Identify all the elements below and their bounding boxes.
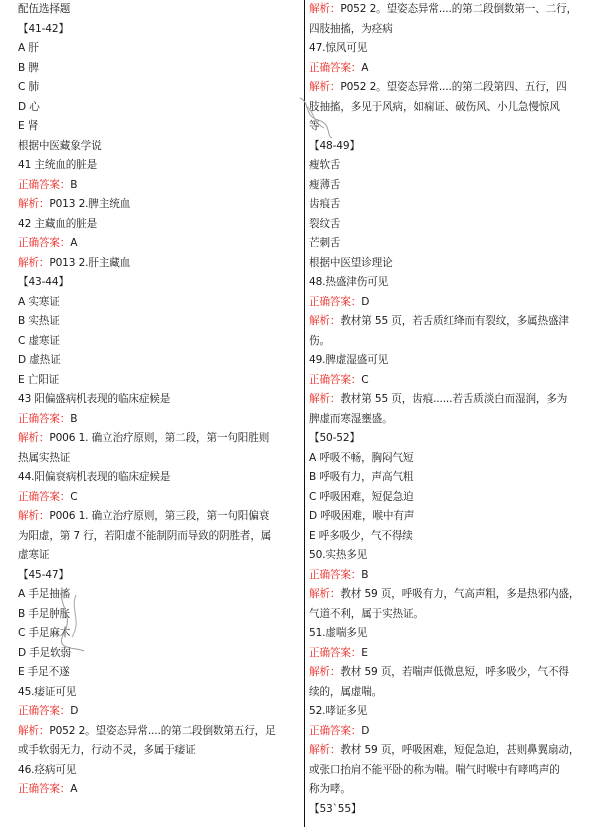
left-line bbox=[18, 215, 300, 235]
right-line bbox=[309, 254, 593, 274]
right-line bbox=[309, 156, 593, 176]
line-text: A bbox=[70, 783, 78, 795]
left-line bbox=[18, 78, 300, 98]
right-line bbox=[309, 429, 593, 449]
left-line bbox=[18, 507, 300, 527]
analysis-label: 解析： bbox=[18, 724, 50, 737]
line-text: 称为哮。 bbox=[309, 783, 351, 795]
line-text: 教材 59 页，呼吸困难，短促急迫，甚则鼻翼扇动， bbox=[340, 744, 580, 756]
line-text: 49.脾虚湿盛可见 bbox=[309, 354, 389, 366]
line-text: B 呼吸有力，声高气粗 bbox=[309, 471, 414, 483]
line-text: 46.痉病可见 bbox=[18, 763, 77, 776]
line-text: 42 主藏血的脏是 bbox=[18, 217, 98, 230]
left-line bbox=[18, 59, 300, 79]
left-line bbox=[18, 176, 300, 196]
analysis-label: 解析： bbox=[309, 744, 341, 756]
left-line bbox=[18, 332, 300, 352]
analysis-label: 解析： bbox=[309, 315, 341, 327]
line-text: D 手足软弱 bbox=[18, 646, 71, 659]
line-text: 四肢抽搐，为痉病 bbox=[309, 22, 393, 35]
left-line bbox=[18, 371, 300, 391]
left-line bbox=[18, 702, 300, 722]
answer-label: 正确答案： bbox=[18, 412, 71, 425]
line-text: 教材 59 页，若喘声低微息短，呼多吸少，气不得 bbox=[340, 666, 569, 678]
right-line bbox=[309, 546, 593, 566]
line-text: A 实寒证 bbox=[18, 295, 60, 308]
line-text: 肢抽搐，多见于风病，如痫证、破伤风、小儿急慢惊风 bbox=[309, 100, 560, 113]
line-text: E 肾 bbox=[18, 120, 39, 132]
line-text: P052 2。望姿态异常....的第二段第四、五行，四 bbox=[340, 81, 567, 93]
line-text: 脾虚而寒湿壅盛。 bbox=[309, 412, 393, 425]
right-line bbox=[309, 117, 593, 137]
line-text: A bbox=[361, 61, 369, 74]
line-text: 教材 59 页，呼吸有力，气高声粗，多是热邪内盛， bbox=[340, 588, 580, 600]
answer-label: 正确答案： bbox=[309, 295, 362, 308]
line-text: D bbox=[361, 724, 370, 737]
answer-label: 正确答案： bbox=[309, 61, 362, 74]
line-text: 50.实热多见 bbox=[309, 549, 368, 561]
right-line bbox=[309, 585, 593, 605]
right-line bbox=[309, 137, 593, 157]
line-text: C 手足麻木 bbox=[18, 627, 71, 639]
line-text: 续的，属虚喘。 bbox=[309, 685, 383, 698]
line-text: 【48-49】 bbox=[309, 139, 360, 152]
line-text: A 呼吸不畅，胸闷气短 bbox=[309, 451, 414, 464]
right-line bbox=[309, 449, 593, 469]
answer-label: 正确答案： bbox=[18, 490, 71, 503]
line-text: E 呼多吸少，气不得续 bbox=[309, 529, 413, 542]
line-text: C bbox=[361, 373, 369, 386]
line-text: 【50-52】 bbox=[309, 432, 360, 444]
line-text: 45.痿证可见 bbox=[18, 685, 77, 698]
answer-label: 正确答案： bbox=[309, 724, 362, 737]
right-line bbox=[309, 332, 593, 352]
line-text: 伤。 bbox=[309, 334, 330, 347]
line-text: A 手足抽搐 bbox=[18, 588, 71, 600]
right-line bbox=[309, 195, 593, 215]
left-line bbox=[18, 683, 300, 703]
line-text: 虚寒证 bbox=[18, 549, 50, 561]
left-line bbox=[18, 0, 300, 20]
line-text: P013 2.肝主藏血 bbox=[49, 256, 131, 269]
line-text: E 手足不遂 bbox=[18, 666, 70, 678]
left-line bbox=[18, 761, 300, 781]
right-line bbox=[309, 468, 593, 488]
line-text: P052 2。望姿态异常....的第二段倒数第一、二行， bbox=[340, 3, 578, 15]
line-text: D bbox=[361, 295, 370, 308]
line-text: 52.哮证多见 bbox=[309, 705, 368, 717]
right-line bbox=[309, 176, 593, 196]
answer-label: 正确答案： bbox=[309, 646, 362, 659]
left-line bbox=[18, 741, 300, 761]
line-text: 44.阳偏衰病机表现的临床症候是 bbox=[18, 471, 171, 483]
line-text: 教材第 55 页，若舌质红绛而有裂纹，多属热盛津 bbox=[340, 315, 569, 327]
line-text: 【43-44】 bbox=[18, 276, 69, 288]
right-line bbox=[309, 507, 593, 527]
line-text: D 呼吸困难，喉中有声 bbox=[309, 510, 415, 522]
line-text: 教材第 55 页，齿痕......若舌质淡白而湿润，多为 bbox=[340, 393, 568, 405]
right-line bbox=[309, 215, 593, 235]
line-text: 【45-47】 bbox=[18, 568, 69, 581]
line-text: 芒刺舌 bbox=[309, 237, 341, 249]
line-text: 瘦软舌 bbox=[309, 159, 341, 171]
line-text: 51.虚喘多见 bbox=[309, 627, 368, 639]
analysis-label: 解析： bbox=[309, 81, 341, 93]
line-text: 配伍选择题 bbox=[18, 3, 71, 15]
line-text: C bbox=[70, 490, 78, 503]
answer-label: 正确答案： bbox=[18, 783, 71, 795]
right-line bbox=[309, 0, 593, 20]
left-line bbox=[18, 117, 300, 137]
right-line bbox=[309, 390, 593, 410]
analysis-label: 解析： bbox=[18, 432, 50, 444]
left-line bbox=[18, 254, 300, 274]
line-text: 或手软弱无力，行动不灵，多属于痿证 bbox=[18, 744, 196, 756]
line-text: 裂纹舌 bbox=[309, 217, 341, 230]
line-text: B bbox=[70, 178, 78, 191]
line-text: A 肝 bbox=[18, 42, 39, 54]
line-text: B 实热证 bbox=[18, 315, 60, 327]
answer-label: 正确答案： bbox=[309, 373, 362, 386]
left-line bbox=[18, 410, 300, 430]
left-line bbox=[18, 546, 300, 566]
answer-label: 正确答案： bbox=[18, 705, 71, 717]
right-line bbox=[309, 78, 593, 98]
watermark-scribble-left bbox=[56, 585, 90, 655]
left-line bbox=[18, 351, 300, 371]
line-text: 气道不利，属于实热证。 bbox=[309, 607, 424, 620]
left-column bbox=[18, 0, 300, 800]
left-line bbox=[18, 390, 300, 410]
line-text: P013 2.脾主统血 bbox=[49, 198, 131, 210]
line-text: 齿痕舌 bbox=[309, 198, 341, 210]
left-line bbox=[18, 312, 300, 332]
analysis-label: 解析： bbox=[18, 256, 50, 269]
line-text: B bbox=[70, 412, 78, 425]
line-text: C 呼吸困难，短促急迫 bbox=[309, 490, 414, 503]
line-text: 根据中医望诊理论 bbox=[309, 256, 393, 269]
line-text: 【41-42】 bbox=[18, 22, 69, 35]
left-line bbox=[18, 780, 300, 800]
right-line bbox=[309, 663, 593, 683]
line-text: 41 主统血的脏是 bbox=[18, 159, 98, 171]
analysis-label: 解析： bbox=[18, 198, 50, 210]
analysis-label: 解析： bbox=[309, 588, 341, 600]
line-text: E 亡阳证 bbox=[18, 373, 60, 386]
right-line bbox=[309, 605, 593, 625]
line-text: 瘦薄舌 bbox=[309, 178, 341, 191]
right-line bbox=[309, 20, 593, 40]
line-text: C 肺 bbox=[18, 81, 39, 93]
line-text: P052 2。望姿态异常....的第二段倒数第五行，足 bbox=[49, 724, 276, 737]
right-line bbox=[309, 800, 593, 820]
line-text: A bbox=[70, 237, 78, 249]
left-line bbox=[18, 429, 300, 449]
right-line bbox=[309, 741, 593, 761]
line-text: C 虚寒证 bbox=[18, 334, 60, 347]
line-text: D bbox=[70, 705, 79, 717]
left-line bbox=[18, 137, 300, 157]
right-line bbox=[309, 761, 593, 781]
right-line bbox=[309, 683, 593, 703]
right-line bbox=[309, 410, 593, 430]
right-line bbox=[309, 371, 593, 391]
watermark-scribble-right bbox=[296, 92, 336, 142]
left-line bbox=[18, 98, 300, 118]
left-line bbox=[18, 527, 300, 547]
line-text: B bbox=[361, 568, 369, 581]
analysis-label: 解析： bbox=[309, 666, 341, 678]
right-line bbox=[309, 527, 593, 547]
right-line bbox=[309, 566, 593, 586]
line-text: P006 1. 确立治疗原则，第三段，第一句阳偏衰 bbox=[49, 510, 270, 522]
right-line bbox=[309, 312, 593, 332]
line-text: P006 1. 确立治疗原则，第二段，第一句阳胜则 bbox=[49, 432, 270, 444]
right-line bbox=[309, 59, 593, 79]
line-text: E bbox=[361, 646, 368, 659]
left-line bbox=[18, 449, 300, 469]
answer-label: 正确答案： bbox=[18, 237, 71, 249]
line-text: B 脾 bbox=[18, 61, 39, 74]
line-text: 热属实热证 bbox=[18, 451, 71, 464]
line-text: D 心 bbox=[18, 100, 40, 113]
line-text: 【53`55】 bbox=[309, 802, 362, 815]
line-text: 43 阳偏盛病机表现的临床症候是 bbox=[18, 393, 171, 405]
right-line bbox=[309, 39, 593, 59]
left-line bbox=[18, 488, 300, 508]
analysis-label: 解析： bbox=[18, 510, 50, 522]
left-line bbox=[18, 234, 300, 254]
right-line bbox=[309, 351, 593, 371]
line-text: 根据中医藏象学说 bbox=[18, 139, 102, 152]
answer-label: 正确答案： bbox=[18, 178, 71, 191]
line-text: B 手足肿胀 bbox=[18, 607, 71, 620]
right-line bbox=[309, 644, 593, 664]
right-line bbox=[309, 722, 593, 742]
left-line bbox=[18, 468, 300, 488]
left-line bbox=[18, 195, 300, 215]
left-line bbox=[18, 566, 300, 586]
left-line bbox=[18, 273, 300, 293]
line-text: 或张口抬肩不能平卧的称为喘。喘气时喉中有哮鸣声的 bbox=[309, 763, 560, 776]
answer-label: 正确答案： bbox=[309, 568, 362, 581]
line-text: 等 bbox=[309, 120, 320, 132]
right-line bbox=[309, 780, 593, 800]
line-text: 48.热盛津伤可见 bbox=[309, 276, 389, 288]
right-line bbox=[309, 98, 593, 118]
line-text: 47.惊风可见 bbox=[309, 42, 368, 54]
right-line bbox=[309, 624, 593, 644]
left-line bbox=[18, 293, 300, 313]
left-line bbox=[18, 20, 300, 40]
left-line bbox=[18, 156, 300, 176]
left-line bbox=[18, 663, 300, 683]
left-line bbox=[18, 722, 300, 742]
analysis-label: 解析： bbox=[309, 3, 341, 15]
right-line bbox=[309, 234, 593, 254]
analysis-label: 解析： bbox=[309, 393, 341, 405]
right-line bbox=[309, 488, 593, 508]
line-text: 为阳虚，第 7 行，若阳虚不能制阴而导致的阴胜者，属 bbox=[18, 529, 272, 542]
right-column bbox=[309, 0, 593, 819]
right-line bbox=[309, 293, 593, 313]
right-line bbox=[309, 702, 593, 722]
left-line bbox=[18, 39, 300, 59]
line-text: D 虚热证 bbox=[18, 354, 61, 366]
right-line bbox=[309, 273, 593, 293]
